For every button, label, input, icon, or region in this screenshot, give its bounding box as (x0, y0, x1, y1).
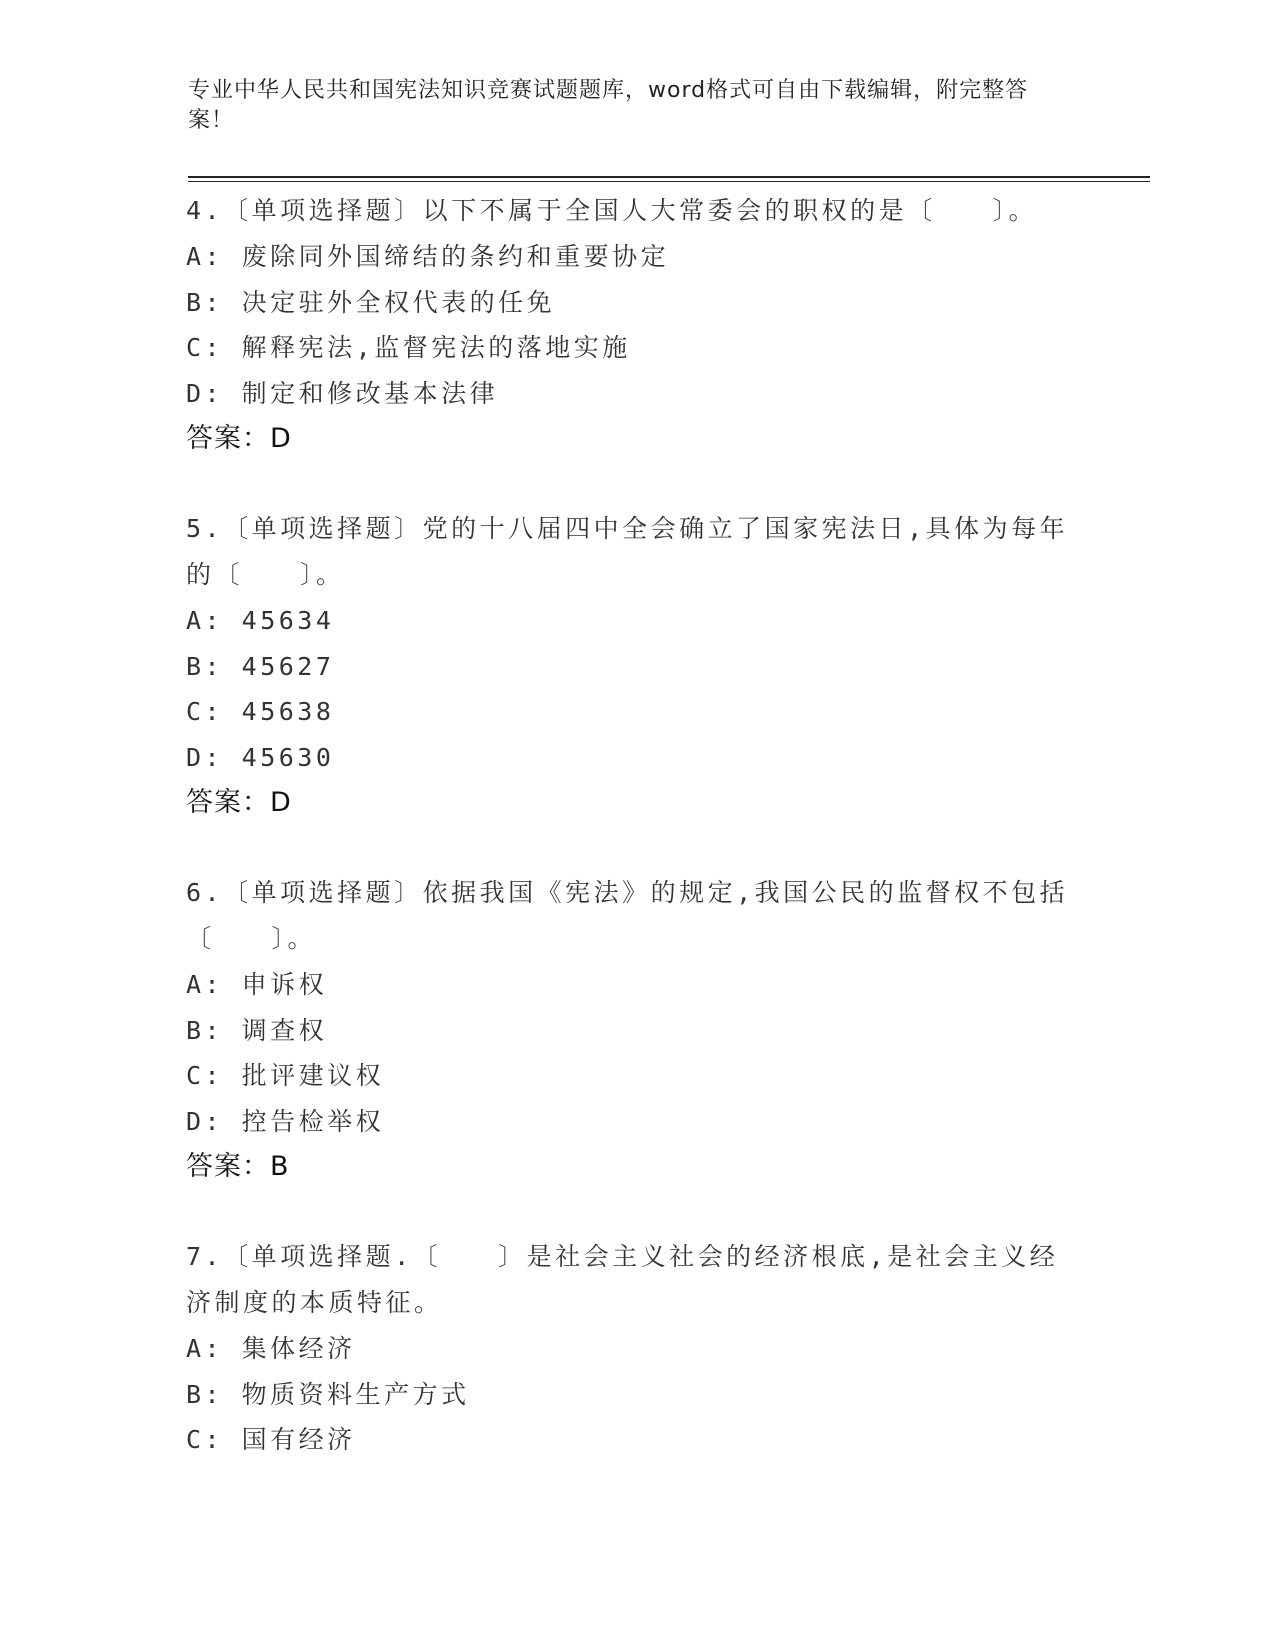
answer-line: 答案：D (186, 787, 292, 818)
option-b: B: 决定驻外全权代表的任免 (186, 287, 556, 317)
option-b: B: 45627 (186, 651, 335, 681)
header-divider-thin (188, 181, 1150, 182)
question-list (186, 188, 1086, 1507)
option-a: A: 45634 (186, 606, 335, 635)
question-6 (186, 870, 1086, 1190)
question-7 (186, 1234, 1086, 1463)
document-header: 专业中华人民共和国宪法知识竞赛试题题库，word格式可自由下载编辑，附完整答案！ (188, 78, 1029, 133)
option-a: A: 集体经济 (186, 1334, 356, 1363)
option-d: D: 45630 (186, 742, 335, 772)
header-divider-thick (188, 176, 1150, 178)
answer-line: 答案：B (186, 1151, 290, 1182)
option-c: C: 批评建议权 (186, 1061, 385, 1090)
question-4 (186, 188, 1086, 462)
option-a: A: 申诉权 (186, 970, 328, 999)
option-c: C: 解释宪法,监督宪法的落地实施 (186, 333, 631, 362)
option-a: A: 废除同外国缔结的条约和重要协定 (186, 242, 670, 271)
question-stem: 5.〔单项选择题〕党的十八届四中全会确立了国家宪法日,具体为每年的〔 〕。 (186, 514, 1069, 589)
option-c: C: 45638 (186, 697, 335, 726)
question-stem: 7.〔单项选择题.〔 〕是社会主义社会的经济根底,是社会主义经济制度的本质特征。 (186, 1242, 1059, 1317)
answer-line: 答案：D (186, 423, 292, 454)
option-c: C: 国有经济 (186, 1425, 356, 1454)
option-d: D: 控告检举权 (186, 1106, 385, 1136)
question-stem: 4.〔单项选择题〕以下不属于全国人大常委会的职权的是〔 〕。 (186, 196, 1038, 225)
option-b: B: 物质资料生产方式 (186, 1379, 470, 1409)
question-5 (186, 506, 1086, 826)
option-b: B: 调查权 (186, 1015, 328, 1045)
option-d: D: 制定和修改基本法律 (186, 378, 499, 408)
question-stem: 6.〔单项选择题〕依据我国《宪法》的规定,我国公民的监督权不包括〔 〕。 (186, 878, 1069, 953)
